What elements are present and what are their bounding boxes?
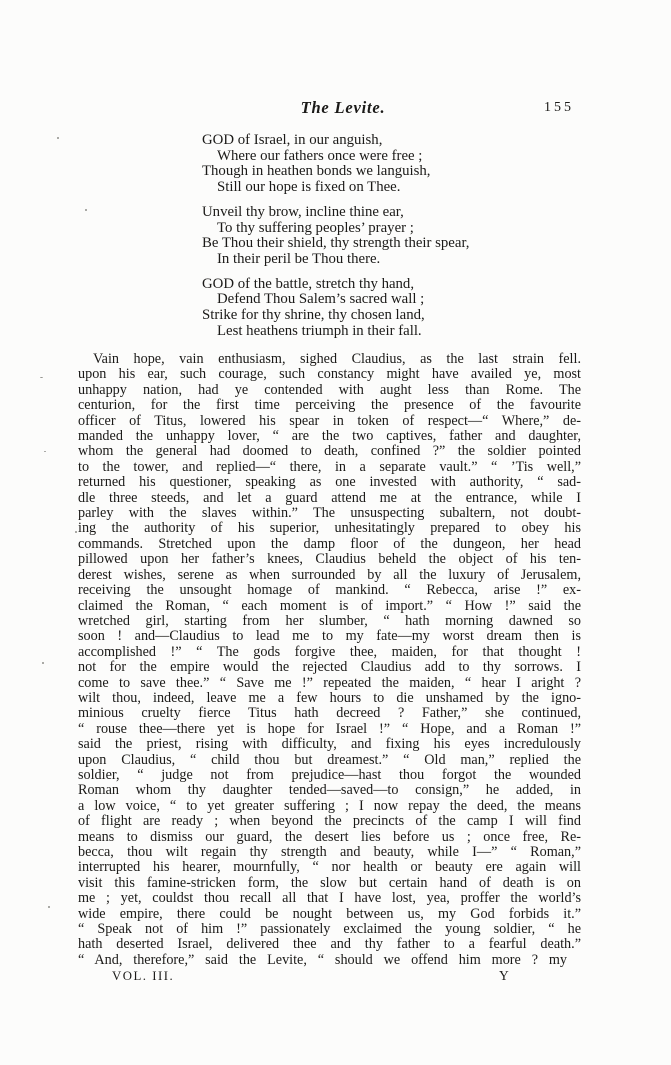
prose-line: derest wishes, serene as when surrounded by all the luxury of Jerusalem, [78, 566, 581, 583]
prose-line: minious cruelty fierce Titus hath decreed ? Father,” she continued, [78, 705, 581, 722]
prose-line: dle three steeds, and let a guard attend me at the entrance, while I [78, 489, 581, 506]
prose-line: claimed the Roman, “ each moment is of import.” “ How !” said the [78, 597, 581, 614]
prose-line: said the priest, rising with difficulty, and fixing his eyes incredulously [78, 736, 581, 753]
prose-line: wretched girl, starting from her slumber, “ hath morning dawned so [78, 612, 581, 629]
prose-line: to the tower, and replied—“ there, in a separate vault.” “ ’Tis well,” [78, 458, 581, 475]
prose-line: receiving the unsought homage of mankind. “ Rebecca, arise !” ex- [78, 582, 581, 599]
poem [202, 133, 469, 348]
prose-line: “ rouse thee—there yet is hope for Israel !” “ Hope, and a Roman !” [78, 720, 581, 737]
page-number: 155 [544, 100, 574, 115]
prose-line: ing the authority of his superior, unhesitatingly prepared to obey his [78, 520, 581, 537]
prose-line: not for the empire would the rejected Claudius add to thy sorrows. I [78, 659, 581, 676]
prose-line: manded the unhappy lover, “ are the two captives, father and daughter, [78, 428, 581, 445]
prose-line: a low voice, “ to yet greater suffering ; I now repay the deed, the means [78, 797, 581, 814]
running-title: The Levite. [300, 98, 386, 117]
prose-line: wide empire, there could be nought between us, my God forbids it.” [78, 905, 581, 922]
scan-speck [44, 451, 46, 452]
prose-line: whom the general had doomed to death, confined ?” the soldier pointed [78, 443, 581, 460]
poem-line: GOD of the battle, stretch thy hand, [202, 275, 415, 292]
prose-line: me ; yet, couldst thou recall all that I have lost, yea, proffer the world’s [78, 890, 581, 907]
prose-line: commands. Stretched upon the damp floor of the dungeon, her head [78, 535, 581, 552]
prose-line: “ And, therefore,” said the Levite, “ should we offend him more ? my [78, 951, 567, 968]
prose-line: upon his ear, such courage, such constancy might have availed ye, most [78, 366, 581, 383]
poem-line: Still our hope is fixed on Thee. [217, 179, 401, 196]
prose-line: means to dismiss our guard, the desert lies before us ; once free, Re- [78, 828, 581, 845]
prose-line: parley with the slaves within.” The unsuspecting subaltern, not doubt- [78, 505, 581, 522]
scan-speck [85, 209, 87, 211]
signature-mark: Y [499, 968, 510, 983]
poem-line: In their peril be Thou there. [217, 250, 381, 267]
prose-line: come to save thee.” “ Save me !” repeated the maiden, “ hear I aright ? [78, 674, 581, 691]
prose-line: accomplished !” “ The gods forgive thee, maiden, for that thought ! [78, 643, 581, 660]
prose-line: officer of Titus, lowered his spear in token of respect—“ Where,” de- [78, 412, 581, 429]
poem-line: Lest heathens triumph in their fall. [217, 322, 422, 339]
prose-line: interrupted his hearer, mournfully, “ nor health or beauty ere again will [78, 859, 581, 876]
prose-line: Roman whom thy daughter tended—saved—to consign,” he added, in [78, 782, 581, 799]
scan-speck [42, 662, 44, 664]
prose-line: hath deserted Israel, delivered thee and thy father to a fearful death.” [78, 936, 581, 953]
prose-line: becca, thou wilt regain thy strength and beauty, while I—” “ Roman,” [78, 844, 581, 860]
prose-line: “ Speak not of him !” passionately exclaimed the young soldier, “ he [78, 921, 581, 938]
scan-speck [40, 377, 43, 378]
scan-speck [75, 531, 77, 533]
poem-stanza-2 [202, 205, 469, 268]
prose-paragraph [78, 352, 581, 968]
prose-line: upon Claudius, “ child thou but dreamest.” “ Old man,” replied the [78, 751, 581, 768]
prose-line: wilt thou, indeed, leave me a few hours to die unshamed by the igno- [78, 689, 581, 706]
poem-line: Be Thou their shield, thy strength their spear, [202, 235, 470, 252]
poem-line: Strike for thy shrine, thy chosen land, [202, 307, 425, 324]
poem-stanza-3 [202, 277, 469, 340]
prose-line: of flight are ready ; when beyond the precincts of the camp I will find [78, 813, 581, 830]
prose-line: pillowed upon her father’s knees, Claudius beheld the object of his ten- [78, 551, 581, 568]
volume-label: VOL. III. [112, 969, 175, 983]
prose-line: soldier, “ judge not from prejudice—hast thou forgot the wounded [78, 766, 581, 783]
poem-line: Defend Thou Salem’s sacred wall ; [217, 291, 425, 308]
poem-line: Though in heathen bonds we languish, [202, 163, 431, 180]
scan-speck [48, 906, 50, 908]
prose-line: Vain hope, vain enthusiasm, sighed Claudius, as the last strain fell. [93, 351, 581, 367]
poem-line: Unveil thy brow, incline thine ear, [202, 203, 404, 220]
prose-line: unhappy nation, had ye contended with aught less than Rome. The [78, 381, 581, 398]
prose-line: returned his questioner, speaking as one invested with authority, “ sad- [78, 474, 581, 491]
prose-line: centurion, for the first time perceiving the presence of the favourite [78, 397, 581, 414]
poem-line: Where our fathers once were free ; [217, 147, 423, 164]
poem-line: To thy suffering peoples’ prayer ; [217, 219, 414, 236]
poem-line: GOD of Israel, in our anguish, [202, 132, 383, 148]
prose-line: visit this famine-stricken form, the slow but certain hand of death is on [78, 874, 581, 891]
prose-line: soon ! and—Claudius to lead me to my fate—my worst dream then is [78, 628, 581, 645]
poem-stanza-1 [202, 133, 469, 196]
scan-speck [57, 137, 59, 139]
